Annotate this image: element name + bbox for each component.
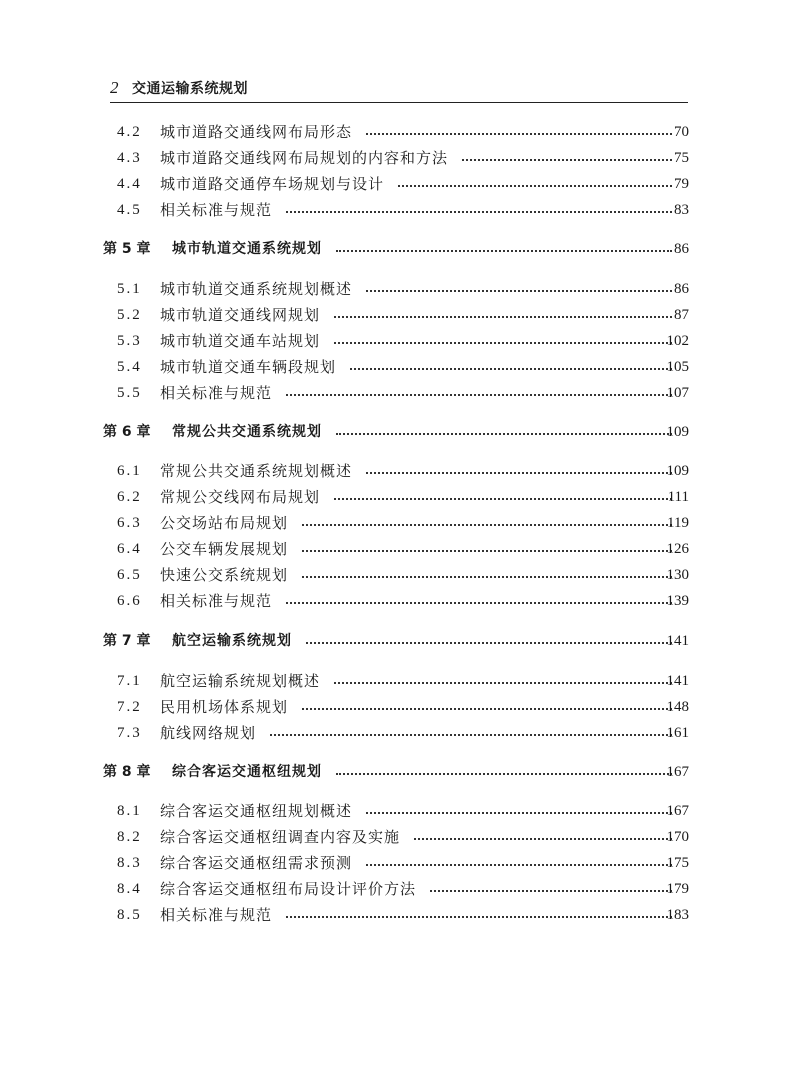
toc-dot-leader — [350, 368, 672, 370]
toc-entry-number: 8.2 — [117, 829, 142, 845]
toc-entry-page: 70 — [674, 124, 689, 140]
toc-dot-leader — [430, 890, 672, 892]
toc-dot-leader — [336, 773, 672, 775]
toc-entry-title: 城市轨道交通系统规划 — [172, 241, 322, 257]
toc-entry-number: 4.4 — [117, 176, 142, 192]
toc-entry-title: 城市轨道交通系统规划概述 — [160, 280, 353, 298]
toc-chapter-row — [0, 238, 800, 262]
toc-entry-page: 141 — [666, 673, 689, 689]
toc-entry-title: 综合客运交通枢纽需求预测 — [160, 854, 353, 872]
toc-entry-title: 常规公共交通系统规划概述 — [160, 462, 353, 480]
toc-dot-leader — [286, 394, 672, 396]
toc-dot-leader — [286, 211, 672, 213]
toc-section-row — [0, 538, 800, 562]
toc-entry-page: 170 — [666, 829, 689, 845]
toc-section-row — [0, 147, 800, 171]
toc-dot-leader — [366, 133, 672, 135]
toc-entry-title: 城市道路交通停车场规划与设计 — [160, 175, 385, 193]
toc-section-row — [0, 904, 800, 928]
running-title: 交通运输系统规划 — [132, 81, 248, 97]
toc-section-row — [0, 696, 800, 720]
toc-section-row — [0, 382, 800, 406]
toc-section-row — [0, 878, 800, 902]
toc-section-row — [0, 486, 800, 510]
toc-section-row — [0, 173, 800, 197]
toc-entry-title: 航空运输系统规划 — [172, 633, 292, 649]
toc-chapter-row — [0, 630, 800, 654]
toc-entry-number: 4.5 — [117, 202, 142, 218]
toc-entry-number: 5.2 — [117, 307, 142, 323]
toc-dot-leader — [334, 682, 672, 684]
toc-chapter-row — [0, 421, 800, 445]
toc-entry-page: 130 — [666, 567, 689, 583]
page-number: 2 — [110, 78, 119, 97]
toc-entry-number: 5.4 — [117, 359, 142, 375]
toc-entry-number: 6.2 — [117, 489, 142, 505]
toc-section-row — [0, 800, 800, 824]
toc-entry-title: 常规公共交通系统规划 — [172, 424, 322, 440]
toc-dot-leader — [336, 433, 672, 435]
toc-entry-title: 快速公交系统规划 — [160, 566, 289, 584]
toc-entry-number: 6.5 — [117, 567, 142, 583]
toc-entry-title: 综合客运交通枢纽规划 — [172, 764, 322, 780]
toc-entry-number: 5.3 — [117, 333, 142, 349]
toc-entry-page: 126 — [666, 541, 689, 557]
toc-entry-title: 综合客运交通枢纽布局设计评价方法 — [160, 880, 417, 898]
toc-entry-number: 6.6 — [117, 593, 142, 609]
toc-dot-leader — [366, 472, 672, 474]
toc-dot-leader — [334, 498, 672, 500]
toc-dot-leader — [286, 916, 672, 918]
toc-chapter-row — [0, 761, 800, 785]
toc-section-row — [0, 564, 800, 588]
toc-entry-number: 7.1 — [117, 673, 142, 689]
toc-entry-number: 5.5 — [117, 385, 142, 401]
toc-entry-title: 城市轨道交通车站规划 — [160, 332, 321, 350]
toc-entry-page: 86 — [674, 281, 689, 297]
toc-section-row — [0, 670, 800, 694]
toc-entry-title: 综合客运交通枢纽规划概述 — [160, 802, 353, 820]
toc-entry-number: 5.1 — [117, 281, 142, 297]
toc-dot-leader — [302, 708, 672, 710]
toc-entry-page: 179 — [666, 881, 689, 897]
toc-entry-page: 107 — [666, 385, 689, 401]
toc-section-row — [0, 356, 800, 380]
toc-dot-leader — [270, 734, 672, 736]
toc-entry-page: 86 — [674, 241, 689, 257]
toc-entry-title: 相关标准与规范 — [160, 906, 273, 924]
toc-entry-number: 4.2 — [117, 124, 142, 140]
toc-entry-page: 119 — [667, 515, 689, 531]
toc-entry-title: 公交场站布局规划 — [160, 514, 289, 532]
toc-entry-number: 8.4 — [117, 881, 142, 897]
toc-entry-page: 79 — [674, 176, 689, 192]
toc-entry-title: 民用机场体系规划 — [160, 698, 289, 716]
toc-entry-title: 综合客运交通枢纽调查内容及实施 — [160, 828, 401, 846]
toc-entry-page: 109 — [666, 424, 689, 440]
toc-entry-number: 7.2 — [117, 699, 142, 715]
toc-entry-title: 城市道路交通线网布局规划的内容和方法 — [160, 149, 449, 167]
toc-dot-leader — [306, 642, 672, 644]
toc-entry-page: 83 — [674, 202, 689, 218]
toc-dot-leader — [366, 864, 672, 866]
toc-dot-leader — [302, 550, 672, 552]
toc-entry-page: 75 — [674, 150, 689, 166]
toc-entry-number: 第 6 章 — [103, 424, 151, 440]
toc-section-row — [0, 852, 800, 876]
toc-entry-title: 公交车辆发展规划 — [160, 540, 289, 558]
toc-section-row — [0, 512, 800, 536]
toc-section-row — [0, 121, 800, 145]
toc-dot-leader — [334, 316, 672, 318]
toc-entry-number: 8.5 — [117, 907, 142, 923]
toc-entry-page: 183 — [666, 907, 689, 923]
toc-entry-title: 航空运输系统规划概述 — [160, 672, 321, 690]
toc-entry-title: 城市轨道交通线网规划 — [160, 306, 321, 324]
toc-section-row — [0, 722, 800, 746]
toc-entry-page: 87 — [674, 307, 689, 323]
toc-entry-page: 105 — [666, 359, 689, 375]
toc-entry-page: 141 — [666, 633, 689, 649]
toc-entry-page: 102 — [666, 333, 689, 349]
toc-entry-number: 4.3 — [117, 150, 142, 166]
toc-entry-number: 6.3 — [117, 515, 142, 531]
toc-entry-page: 167 — [666, 803, 689, 819]
toc-entry-title: 城市道路交通线网布局形态 — [160, 123, 353, 141]
toc-entry-number: 第 5 章 — [103, 241, 151, 257]
toc-section-row — [0, 460, 800, 484]
toc-entry-number: 第 8 章 — [103, 764, 151, 780]
toc-entry-page: 175 — [666, 855, 689, 871]
toc-dot-leader — [366, 812, 672, 814]
toc-dot-leader — [398, 185, 672, 187]
toc-entry-page: 139 — [666, 593, 689, 609]
toc-dot-leader — [414, 838, 672, 840]
toc-entry-number: 8.3 — [117, 855, 142, 871]
toc-dot-leader — [462, 159, 672, 161]
toc-dot-leader — [366, 290, 672, 292]
toc-entry-number: 第 7 章 — [103, 633, 151, 649]
toc-section-row — [0, 330, 800, 354]
toc-entry-title: 相关标准与规范 — [160, 201, 273, 219]
toc-dot-leader — [302, 576, 672, 578]
toc-dot-leader — [336, 250, 672, 252]
toc-entry-number: 6.1 — [117, 463, 142, 479]
toc-section-row — [0, 826, 800, 850]
toc-section-row — [0, 278, 800, 302]
toc-dot-leader — [286, 602, 672, 604]
toc-section-row — [0, 304, 800, 328]
toc-entry-title: 常规公交线网布局规划 — [160, 488, 321, 506]
toc-entry-title: 城市轨道交通车辆段规划 — [160, 358, 337, 376]
toc-entry-title: 相关标准与规范 — [160, 384, 273, 402]
toc-dot-leader — [302, 524, 672, 526]
toc-entry-page: 161 — [666, 725, 689, 741]
toc-entry-page: 111 — [667, 489, 689, 505]
toc-entry-page: 109 — [666, 463, 689, 479]
toc-entry-title: 航线网络规划 — [160, 724, 257, 742]
toc-entry-page: 148 — [666, 699, 689, 715]
toc-entry-number: 7.3 — [117, 725, 142, 741]
toc-entry-title: 相关标准与规范 — [160, 592, 273, 610]
toc-entry-page: 167 — [666, 764, 689, 780]
toc-entry-number: 8.1 — [117, 803, 142, 819]
toc-dot-leader — [334, 342, 672, 344]
toc-entry-number: 6.4 — [117, 541, 142, 557]
toc-section-row — [0, 590, 800, 614]
toc-section-row — [0, 199, 800, 223]
